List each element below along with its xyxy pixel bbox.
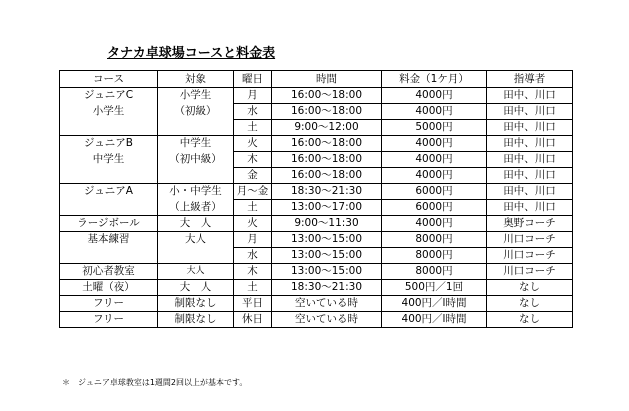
header-time: 時間 [272,71,382,88]
course-cell: ジュニアB [60,136,158,152]
target-cell: 大人 [158,232,234,248]
day-cell: 水 [234,248,272,264]
coach-cell: 田中、川口 [487,120,573,136]
header-course: コース [60,71,158,88]
coach-cell: 川口コーチ [487,232,573,248]
table-row [60,232,573,248]
time-cell: 9:00～12:00 [272,120,382,136]
course-cell: ラージボール [60,216,158,232]
target-cell: 大人 [158,264,234,280]
course-cell: 小学生 [60,104,158,120]
time-cell: 空いている時 [272,296,382,312]
target-cell: （初中級） [158,152,234,168]
target-cell: （初級） [158,104,234,120]
day-cell: 土 [234,280,272,296]
table-row [60,104,573,120]
coach-cell: 川口コーチ [487,264,573,280]
header-row [60,71,573,88]
course-cell: ジュニアA [60,184,158,200]
course-cell: ジュニアC [60,88,158,104]
table-row [60,152,573,168]
time-cell: 13:00～17:00 [272,200,382,216]
coach-cell: 川口コーチ [487,248,573,264]
coach-cell: なし [487,296,573,312]
fee-cell: 4000円 [382,152,487,168]
day-cell: 木 [234,264,272,280]
page-title: タナカ卓球場コースと料金表 [107,46,276,61]
target-cell: 制限なし [158,296,234,312]
table-body [60,88,573,328]
time-cell: 16:00～18:00 [272,88,382,104]
table-row [60,248,573,264]
header-day: 曜日 [234,71,272,88]
day-cell: 休日 [234,312,272,328]
day-cell: 平日 [234,296,272,312]
day-cell: 月～金 [234,184,272,200]
course-cell: フリー [60,312,158,328]
header-coach: 指導者 [487,71,573,88]
coach-cell: 田中、川口 [487,104,573,120]
coach-cell: なし [487,312,573,328]
target-cell [158,120,234,136]
table-row [60,120,573,136]
target-cell: 小学生 [158,88,234,104]
coach-cell: 田中、川口 [487,136,573,152]
target-cell: 小・中学生 [158,184,234,200]
fee-cell: 8000円 [382,232,487,248]
fee-cell: 8000円 [382,264,487,280]
fee-cell: 500円／1回 [382,280,487,296]
target-cell: （上級者） [158,200,234,216]
fee-cell: 400円／l時間 [382,312,487,328]
fee-cell: 4000円 [382,136,487,152]
coach-cell: 田中、川口 [487,200,573,216]
course-cell [60,168,158,184]
time-cell: 空いている時 [272,312,382,328]
day-cell: 月 [234,88,272,104]
day-cell: 土 [234,200,272,216]
day-cell: 木 [234,152,272,168]
table-row [60,216,573,232]
target-cell [158,168,234,184]
header-target: 対象 [158,71,234,88]
course-cell: 土曜（夜） [60,280,158,296]
time-cell: 18:30～21:30 [272,280,382,296]
day-cell: 水 [234,104,272,120]
target-cell [158,248,234,264]
table-row [60,168,573,184]
target-cell: 大 人 [158,216,234,232]
table-row [60,296,573,312]
course-cell [60,248,158,264]
fee-cell: 400円／l時間 [382,296,487,312]
table-row [60,136,573,152]
course-fee-table [59,70,573,328]
fee-cell: 4000円 [382,104,487,120]
day-cell: 月 [234,232,272,248]
table-row [60,264,573,280]
coach-cell: 田中、川口 [487,184,573,200]
time-cell: 13:00～15:00 [272,232,382,248]
target-cell: 大 人 [158,280,234,296]
table-row [60,280,573,296]
course-cell [60,200,158,216]
time-cell: 16:00～18:00 [272,136,382,152]
time-cell: 18:30～21:30 [272,184,382,200]
day-cell: 金 [234,168,272,184]
coach-cell: 奥野コーチ [487,216,573,232]
coach-cell: なし [487,280,573,296]
fee-cell: 8000円 [382,248,487,264]
fee-cell: 4000円 [382,168,487,184]
course-cell: 基本練習 [60,232,158,248]
time-cell: 16:00～18:00 [272,152,382,168]
time-cell: 13:00～15:00 [272,264,382,280]
time-cell: 16:00～18:00 [272,168,382,184]
coach-cell: 田中、川口 [487,168,573,184]
target-cell: 中学生 [158,136,234,152]
coach-cell: 田中、川口 [487,88,573,104]
table-row [60,88,573,104]
target-cell: 制限なし [158,312,234,328]
footnote: ＊ ジュニア卓球教室は1週間2回以上が基本です。 [62,378,248,387]
fee-cell: 4000円 [382,216,487,232]
fee-cell: 4000円 [382,88,487,104]
course-cell [60,120,158,136]
day-cell: 火 [234,136,272,152]
fee-cell: 6000円 [382,200,487,216]
course-cell: 中学生 [60,152,158,168]
header-fee: 料金（1ケ月） [382,71,487,88]
time-cell: 9:00～11:30 [272,216,382,232]
coach-cell: 田中、川口 [487,152,573,168]
fee-cell: 5000円 [382,120,487,136]
fee-cell: 6000円 [382,184,487,200]
time-cell: 13:00～15:00 [272,248,382,264]
course-cell: フリー [60,296,158,312]
course-cell: 初心者教室 [60,264,158,280]
day-cell: 土 [234,120,272,136]
table-row [60,312,573,328]
table-row [60,184,573,200]
day-cell: 火 [234,216,272,232]
time-cell: 16:00～18:00 [272,104,382,120]
table-row [60,200,573,216]
